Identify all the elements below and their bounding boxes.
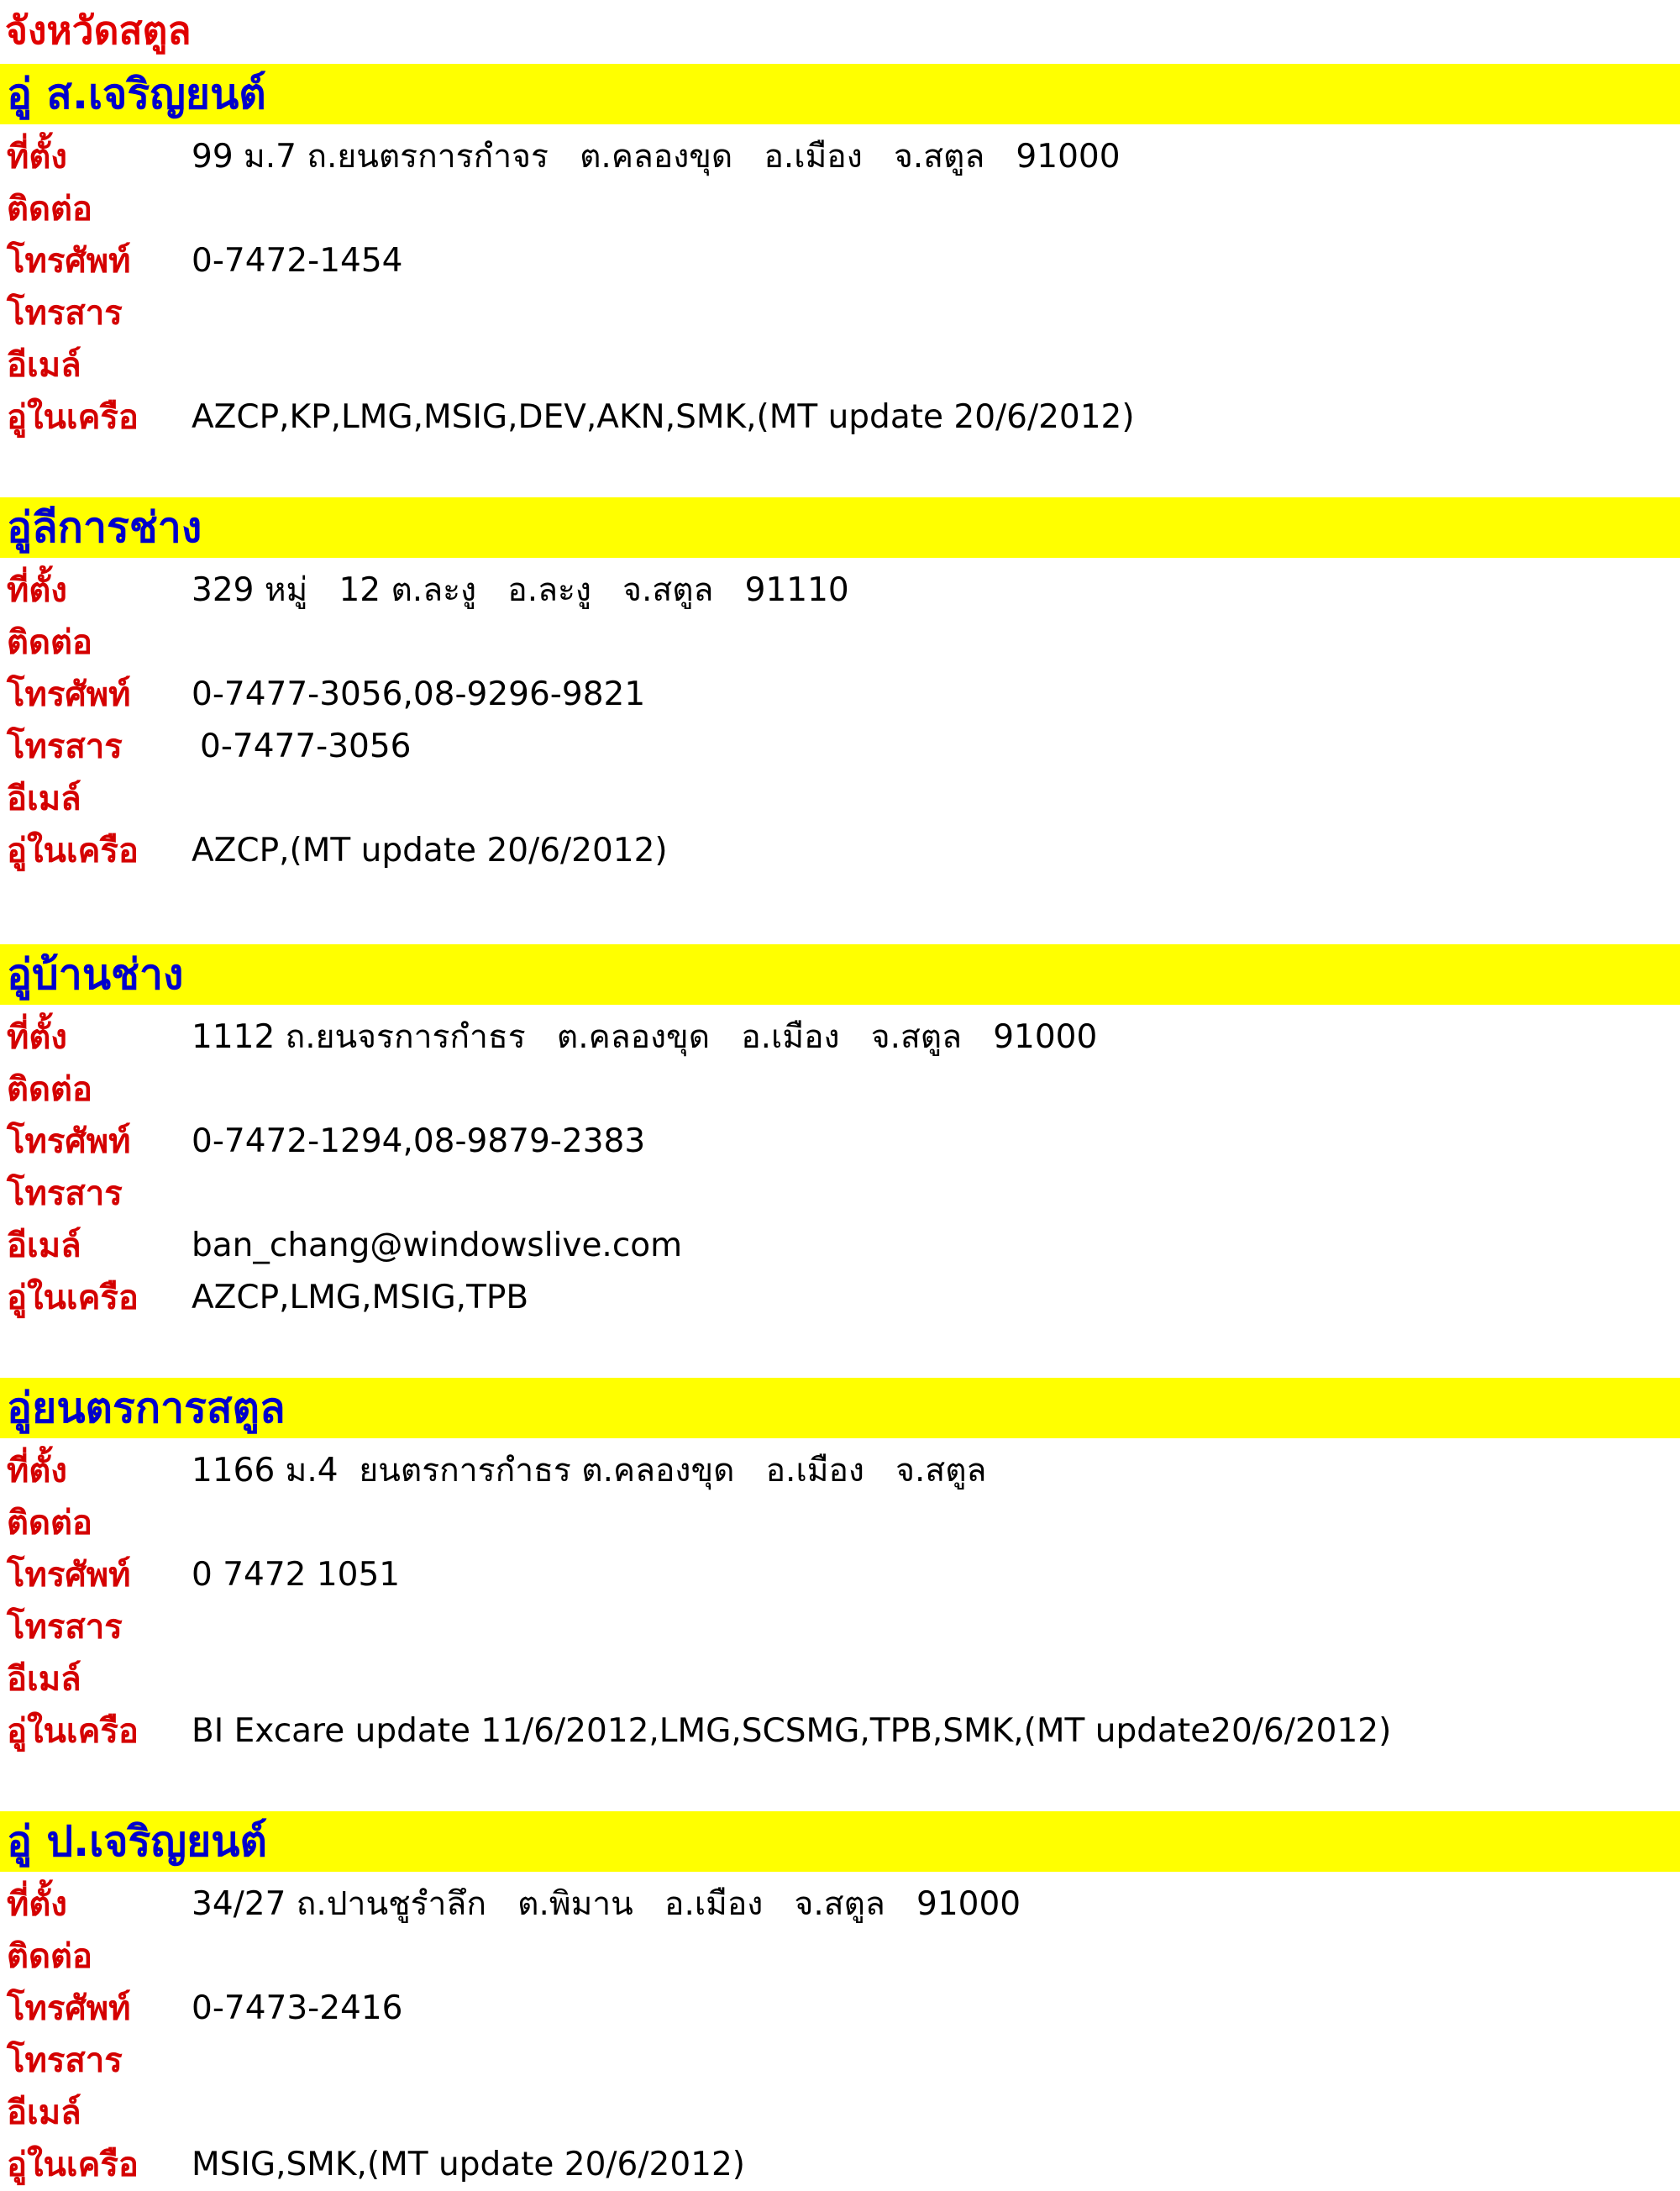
address-row bbox=[0, 1445, 1680, 1497]
phone-row bbox=[0, 669, 1680, 721]
address-row bbox=[0, 1011, 1680, 1064]
email-label: อีเมล์ bbox=[7, 780, 81, 818]
contact-row bbox=[0, 1497, 1680, 1549]
page-title: จังหวัดสตูล bbox=[5, 8, 192, 53]
entry-name: อู่ลีการช่าง bbox=[7, 503, 202, 552]
address-label: ที่ตั้ง bbox=[7, 1885, 67, 1924]
phone-label: โทรศัพท์ bbox=[7, 242, 131, 281]
contact-row bbox=[0, 183, 1680, 235]
fax-label: โทรสาร bbox=[7, 294, 123, 333]
network-label: อู่ในเครือ bbox=[7, 1712, 139, 1751]
contact-label: ติดต่อ bbox=[7, 623, 92, 662]
entry-name: อู่ยนตรการสตูล bbox=[7, 1384, 286, 1432]
phone-value: 0-7473-2416 bbox=[192, 1989, 403, 2027]
entry-header-bar bbox=[0, 497, 1680, 558]
email-row bbox=[0, 2087, 1680, 2139]
network-value: BI Excare update 11/6/2012,LMG,SCSMG,TPB,SMK,(MT update20/6/2012) bbox=[192, 1712, 1392, 1750]
address-value: 1166 ม.4 ยนตรการกำธร ต.คลองขุด อ.เมือง จ.สตูล bbox=[192, 1452, 987, 1490]
entry-name: อู่ ส.เจริญยนต์ bbox=[7, 70, 266, 118]
email-label: อีเมล์ bbox=[7, 2094, 81, 2132]
fax-row bbox=[0, 287, 1680, 339]
network-value: AZCP,KP,LMG,MSIG,DEV,AKN,SMK,(MT update 20/6/2012) bbox=[192, 398, 1135, 436]
entry-name: อู่บ้านช่าง bbox=[7, 950, 184, 999]
address-value: 99 ม.7 ถ.ยนตรการกำจร ต.คลองขุด อ.เมือง จ.สตูล 91000 bbox=[192, 138, 1121, 176]
network-row bbox=[0, 2139, 1680, 2191]
phone-row bbox=[0, 1983, 1680, 2035]
email-value: ban_chang@windowslive.com bbox=[192, 1227, 683, 1264]
fax-label: โทรสาร bbox=[7, 1608, 123, 1647]
network-value: AZCP,(MT update 20/6/2012) bbox=[192, 832, 668, 870]
fax-row bbox=[0, 1601, 1680, 1653]
contact-label: ติดต่อ bbox=[7, 1070, 92, 1109]
fax-value: 0-7477-3056 bbox=[200, 728, 412, 765]
fax-row bbox=[0, 1168, 1680, 1220]
email-row bbox=[0, 1220, 1680, 1272]
phone-value: 0-7472-1454 bbox=[192, 242, 403, 280]
address-row bbox=[0, 1878, 1680, 1931]
phone-label: โทรศัพท์ bbox=[7, 1122, 131, 1161]
phone-row bbox=[0, 235, 1680, 287]
address-value: 329 หมู่ 12 ต.ละงู อ.ละงู จ.สตูล 91110 bbox=[192, 571, 849, 609]
phone-row bbox=[0, 1549, 1680, 1601]
address-row bbox=[0, 565, 1680, 617]
address-label: ที่ตั้ง bbox=[7, 571, 67, 610]
address-label: ที่ตั้ง bbox=[7, 1452, 67, 1490]
email-row bbox=[0, 1653, 1680, 1705]
network-label: อู่ในเครือ bbox=[7, 1279, 139, 1317]
entry-name: อู่ ป.เจริญยนต์ bbox=[7, 1817, 267, 1866]
phone-row bbox=[0, 1116, 1680, 1168]
network-label: อู่ในเครือ bbox=[7, 2146, 139, 2184]
email-label: อีเมล์ bbox=[7, 346, 81, 385]
contact-label: ติดต่อ bbox=[7, 190, 92, 229]
phone-value: 0-7477-3056,08-9296-9821 bbox=[192, 675, 646, 713]
contact-row bbox=[0, 617, 1680, 669]
phone-label: โทรศัพท์ bbox=[7, 675, 131, 714]
fax-label: โทรสาร bbox=[7, 1174, 123, 1213]
contact-row bbox=[0, 1931, 1680, 1983]
network-label: อู่ในเครือ bbox=[7, 398, 139, 437]
address-value: 34/27 ถ.ปานชูรำลึก ต.พิมาน อ.เมือง จ.สตูล 91000 bbox=[192, 1885, 1021, 1923]
network-value: AZCP,LMG,MSIG,TPB bbox=[192, 1279, 529, 1316]
network-value: MSIG,SMK,(MT update 20/6/2012) bbox=[192, 2146, 745, 2183]
network-row bbox=[0, 1705, 1680, 1758]
email-label: อีเมล์ bbox=[7, 1660, 81, 1699]
network-row bbox=[0, 825, 1680, 877]
phone-value: 0 7472 1051 bbox=[192, 1556, 401, 1594]
network-row bbox=[0, 1272, 1680, 1324]
network-label: อู่ในเครือ bbox=[7, 832, 139, 870]
phone-value: 0-7472-1294,08-9879-2383 bbox=[192, 1122, 646, 1160]
fax-label: โทรสาร bbox=[7, 2041, 123, 2080]
contact-label: ติดต่อ bbox=[7, 1937, 92, 1976]
contact-label: ติดต่อ bbox=[7, 1504, 92, 1542]
address-value: 1112 ถ.ยนจรการกำธร ต.คลองขุด อ.เมือง จ.สตูล 91000 bbox=[192, 1018, 1098, 1056]
fax-row bbox=[0, 721, 1680, 773]
fax-row bbox=[0, 2035, 1680, 2087]
phone-label: โทรศัพท์ bbox=[7, 1556, 131, 1595]
email-label: อีเมล์ bbox=[7, 1227, 81, 1265]
email-row bbox=[0, 339, 1680, 391]
network-row bbox=[0, 391, 1680, 444]
address-row bbox=[0, 131, 1680, 183]
fax-label: โทรสาร bbox=[7, 728, 123, 766]
phone-label: โทรศัพท์ bbox=[7, 1989, 131, 2028]
address-label: ที่ตั้ง bbox=[7, 138, 67, 176]
address-label: ที่ตั้ง bbox=[7, 1018, 67, 1057]
contact-row bbox=[0, 1064, 1680, 1116]
email-row bbox=[0, 773, 1680, 825]
entry-header-bar bbox=[0, 944, 1680, 1005]
